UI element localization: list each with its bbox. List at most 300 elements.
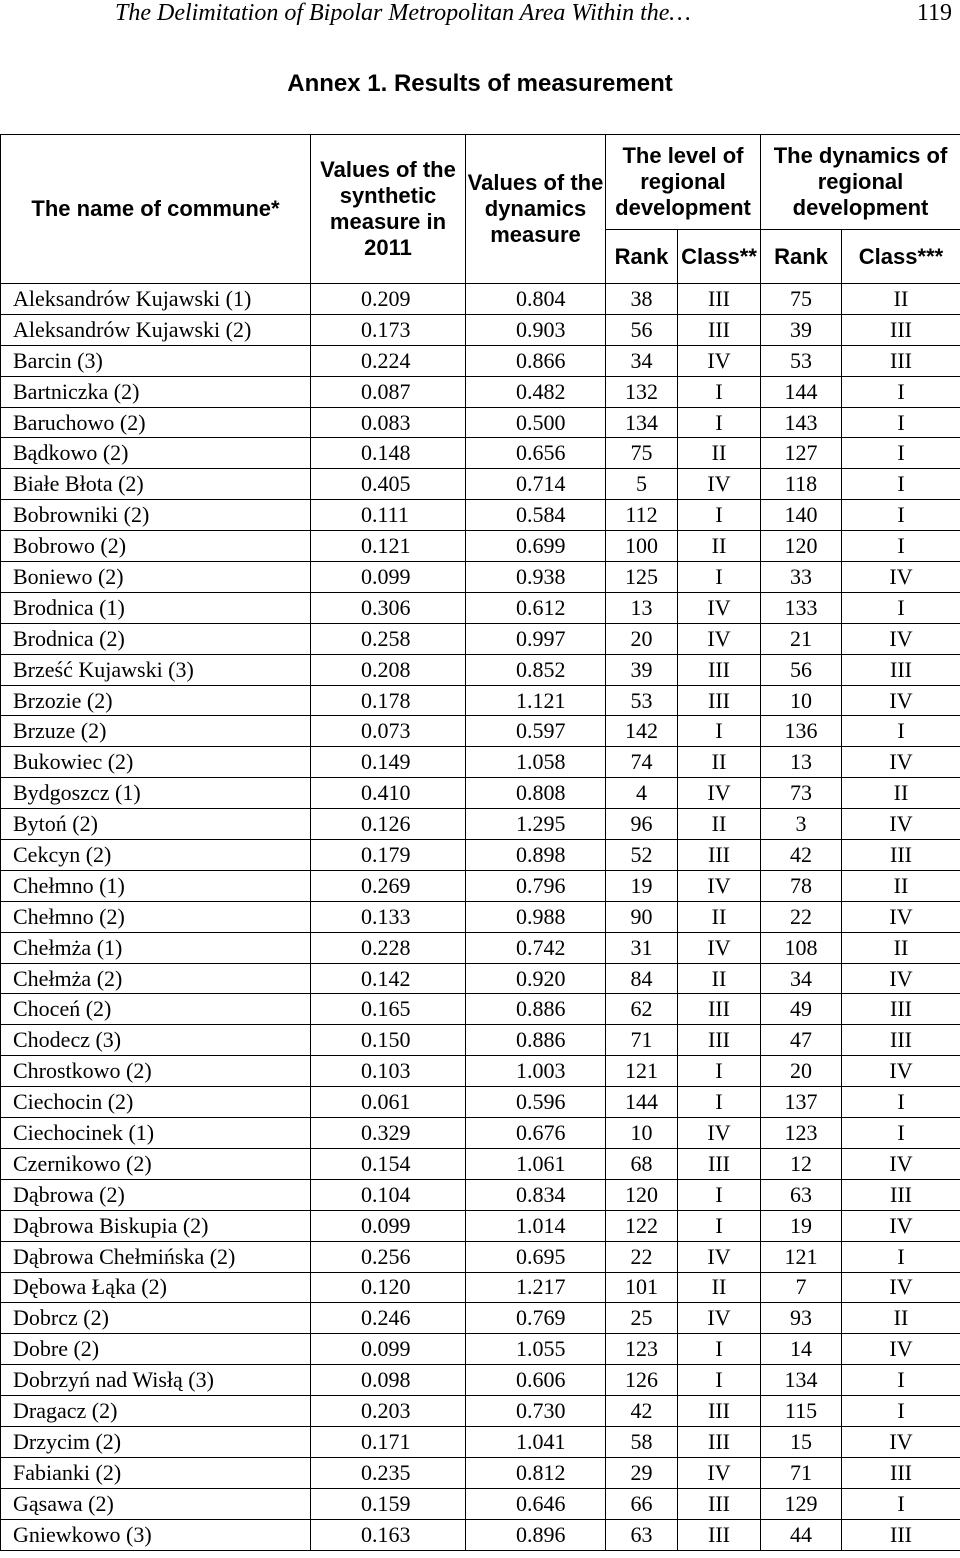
level-rank: 121 bbox=[606, 1056, 678, 1087]
synthetic-value: 0.269 bbox=[311, 870, 466, 901]
commune-name: Bobrowniki (2) bbox=[1, 500, 311, 531]
commune-name: Czernikowo (2) bbox=[1, 1148, 311, 1179]
synthetic-value: 0.235 bbox=[311, 1457, 466, 1488]
table-row bbox=[1, 500, 960, 531]
commune-name: Dobre (2) bbox=[1, 1334, 311, 1365]
level-rank: 75 bbox=[606, 438, 678, 469]
level-class: II bbox=[678, 531, 761, 562]
dynamics-value: 1.121 bbox=[466, 685, 606, 716]
level-class: III bbox=[678, 840, 761, 871]
dynamics-class: II bbox=[842, 778, 960, 809]
level-rank: 134 bbox=[606, 407, 678, 438]
level-class: I bbox=[678, 1087, 761, 1118]
level-class: IV bbox=[678, 778, 761, 809]
commune-name: Barcin (3) bbox=[1, 345, 311, 376]
level-rank: 90 bbox=[606, 901, 678, 932]
synthetic-value: 0.061 bbox=[311, 1087, 466, 1118]
dynamics-value: 1.217 bbox=[466, 1272, 606, 1303]
header-level-class: Class** bbox=[678, 230, 761, 284]
dynamics-rank: 93 bbox=[761, 1303, 842, 1334]
synthetic-value: 0.126 bbox=[311, 809, 466, 840]
synthetic-value: 0.165 bbox=[311, 994, 466, 1025]
dynamics-value: 1.058 bbox=[466, 747, 606, 778]
dynamics-value: 0.852 bbox=[466, 654, 606, 685]
dynamics-class: III bbox=[842, 314, 960, 345]
header-dynamics-group: The dynamics of regional development bbox=[761, 135, 960, 230]
header-synthetic-measure: Values of the synthetic measure in 2011 bbox=[311, 135, 466, 284]
dynamics-value: 1.003 bbox=[466, 1056, 606, 1087]
dynamics-class: I bbox=[842, 376, 960, 407]
dynamics-rank: 39 bbox=[761, 314, 842, 345]
synthetic-value: 0.228 bbox=[311, 932, 466, 963]
level-class: IV bbox=[678, 932, 761, 963]
dynamics-value: 0.898 bbox=[466, 840, 606, 871]
dynamics-class: II bbox=[842, 1303, 960, 1334]
dynamics-class: IV bbox=[842, 963, 960, 994]
commune-name: Dobrcz (2) bbox=[1, 1303, 311, 1334]
dynamics-rank: 20 bbox=[761, 1056, 842, 1087]
level-rank: 52 bbox=[606, 840, 678, 871]
dynamics-rank: 56 bbox=[761, 654, 842, 685]
table-row bbox=[1, 716, 960, 747]
synthetic-value: 0.149 bbox=[311, 747, 466, 778]
dynamics-class: I bbox=[842, 592, 960, 623]
dynamics-class: III bbox=[842, 345, 960, 376]
synthetic-value: 0.099 bbox=[311, 1334, 466, 1365]
dynamics-rank: 121 bbox=[761, 1241, 842, 1272]
level-class: IV bbox=[678, 1241, 761, 1272]
dynamics-value: 0.596 bbox=[466, 1087, 606, 1118]
level-rank: 56 bbox=[606, 314, 678, 345]
dynamics-value: 1.055 bbox=[466, 1334, 606, 1365]
table-row bbox=[1, 994, 960, 1025]
level-class: II bbox=[678, 963, 761, 994]
level-rank: 68 bbox=[606, 1148, 678, 1179]
synthetic-value: 0.246 bbox=[311, 1303, 466, 1334]
level-rank: 144 bbox=[606, 1087, 678, 1118]
synthetic-value: 0.258 bbox=[311, 623, 466, 654]
level-class: II bbox=[678, 438, 761, 469]
commune-name: Chełmża (2) bbox=[1, 963, 311, 994]
commune-name: Bytoń (2) bbox=[1, 809, 311, 840]
dynamics-class: III bbox=[842, 1025, 960, 1056]
table-header bbox=[1, 135, 960, 284]
dynamics-class: I bbox=[842, 1396, 960, 1427]
commune-name: Drzycim (2) bbox=[1, 1426, 311, 1457]
synthetic-value: 0.148 bbox=[311, 438, 466, 469]
synthetic-value: 0.306 bbox=[311, 592, 466, 623]
level-rank: 29 bbox=[606, 1457, 678, 1488]
commune-name: Bobrowo (2) bbox=[1, 531, 311, 562]
commune-name: Chełmża (1) bbox=[1, 932, 311, 963]
commune-name: Gniewkowo (3) bbox=[1, 1519, 311, 1550]
dynamics-class: IV bbox=[842, 685, 960, 716]
level-class: III bbox=[678, 1488, 761, 1519]
commune-name: Baruchowo (2) bbox=[1, 407, 311, 438]
commune-name: Dragacz (2) bbox=[1, 1396, 311, 1427]
dynamics-rank: 137 bbox=[761, 1087, 842, 1118]
synthetic-value: 0.103 bbox=[311, 1056, 466, 1087]
level-class: II bbox=[678, 901, 761, 932]
level-rank: 123 bbox=[606, 1334, 678, 1365]
dynamics-class: III bbox=[842, 654, 960, 685]
dynamics-value: 0.920 bbox=[466, 963, 606, 994]
running-head bbox=[0, 0, 960, 32]
table-row bbox=[1, 1426, 960, 1457]
dynamics-rank: 53 bbox=[761, 345, 842, 376]
dynamics-class: I bbox=[842, 407, 960, 438]
dynamics-rank: 144 bbox=[761, 376, 842, 407]
dynamics-class: III bbox=[842, 1519, 960, 1550]
commune-name: Ciechocinek (1) bbox=[1, 1118, 311, 1149]
dynamics-value: 1.295 bbox=[466, 809, 606, 840]
dynamics-value: 0.500 bbox=[466, 407, 606, 438]
synthetic-value: 0.150 bbox=[311, 1025, 466, 1056]
synthetic-value: 0.111 bbox=[311, 500, 466, 531]
table-row bbox=[1, 901, 960, 932]
header-dynamics-measure: Values of the dynamics measure bbox=[466, 135, 606, 284]
results-table bbox=[0, 134, 960, 1551]
dynamics-rank: 108 bbox=[761, 932, 842, 963]
dynamics-rank: 71 bbox=[761, 1457, 842, 1488]
synthetic-value: 0.121 bbox=[311, 531, 466, 562]
synthetic-value: 0.154 bbox=[311, 1148, 466, 1179]
table-row bbox=[1, 1118, 960, 1149]
dynamics-value: 0.903 bbox=[466, 314, 606, 345]
dynamics-class: I bbox=[842, 716, 960, 747]
level-rank: 19 bbox=[606, 870, 678, 901]
dynamics-rank: 34 bbox=[761, 963, 842, 994]
commune-name: Chełmno (1) bbox=[1, 870, 311, 901]
dynamics-rank: 22 bbox=[761, 901, 842, 932]
dynamics-value: 0.938 bbox=[466, 562, 606, 593]
synthetic-value: 0.329 bbox=[311, 1118, 466, 1149]
level-rank: 74 bbox=[606, 747, 678, 778]
dynamics-value: 1.041 bbox=[466, 1426, 606, 1457]
dynamics-rank: 12 bbox=[761, 1148, 842, 1179]
level-rank: 5 bbox=[606, 469, 678, 500]
dynamics-class: I bbox=[842, 1365, 960, 1396]
commune-name: Dąbrowa Chełmińska (2) bbox=[1, 1241, 311, 1272]
commune-name: Chrostkowo (2) bbox=[1, 1056, 311, 1087]
dynamics-rank: 7 bbox=[761, 1272, 842, 1303]
level-class: I bbox=[678, 1056, 761, 1087]
level-class: III bbox=[678, 314, 761, 345]
level-rank: 58 bbox=[606, 1426, 678, 1457]
dynamics-class: I bbox=[842, 438, 960, 469]
dynamics-class: IV bbox=[842, 747, 960, 778]
dynamics-value: 0.584 bbox=[466, 500, 606, 531]
table-row bbox=[1, 1519, 960, 1550]
dynamics-class: I bbox=[842, 500, 960, 531]
table-row bbox=[1, 1241, 960, 1272]
table-row bbox=[1, 1179, 960, 1210]
level-rank: 25 bbox=[606, 1303, 678, 1334]
table-row bbox=[1, 531, 960, 562]
dynamics-rank: 49 bbox=[761, 994, 842, 1025]
level-rank: 63 bbox=[606, 1519, 678, 1550]
commune-name: Bądkowo (2) bbox=[1, 438, 311, 469]
table-row bbox=[1, 1087, 960, 1118]
dynamics-class: III bbox=[842, 840, 960, 871]
synthetic-value: 0.256 bbox=[311, 1241, 466, 1272]
annex-title: Annex 1. Results of measurement bbox=[287, 70, 673, 97]
commune-name: Białe Błota (2) bbox=[1, 469, 311, 500]
level-rank: 22 bbox=[606, 1241, 678, 1272]
dynamics-value: 0.646 bbox=[466, 1488, 606, 1519]
dynamics-rank: 143 bbox=[761, 407, 842, 438]
dynamics-class: I bbox=[842, 1087, 960, 1118]
table-row bbox=[1, 654, 960, 685]
dynamics-class: I bbox=[842, 469, 960, 500]
level-rank: 122 bbox=[606, 1210, 678, 1241]
level-rank: 20 bbox=[606, 623, 678, 654]
commune-name: Ciechocin (2) bbox=[1, 1087, 311, 1118]
level-class: III bbox=[678, 1148, 761, 1179]
table-row bbox=[1, 778, 960, 809]
dynamics-rank: 13 bbox=[761, 747, 842, 778]
table-row bbox=[1, 407, 960, 438]
commune-name: Bydgoszcz (1) bbox=[1, 778, 311, 809]
dynamics-rank: 33 bbox=[761, 562, 842, 593]
table-row bbox=[1, 1272, 960, 1303]
synthetic-value: 0.208 bbox=[311, 654, 466, 685]
page-number: 119 bbox=[916, 0, 952, 26]
table-row bbox=[1, 747, 960, 778]
dynamics-class: IV bbox=[842, 562, 960, 593]
level-rank: 126 bbox=[606, 1365, 678, 1396]
table-row bbox=[1, 1303, 960, 1334]
dynamics-class: IV bbox=[842, 1148, 960, 1179]
level-class: IV bbox=[678, 469, 761, 500]
level-class: III bbox=[678, 685, 761, 716]
table-row bbox=[1, 284, 960, 315]
dynamics-value: 0.699 bbox=[466, 531, 606, 562]
dynamics-rank: 73 bbox=[761, 778, 842, 809]
level-class: I bbox=[678, 1179, 761, 1210]
dynamics-rank: 120 bbox=[761, 531, 842, 562]
dynamics-rank: 140 bbox=[761, 500, 842, 531]
level-class: III bbox=[678, 1025, 761, 1056]
level-class: II bbox=[678, 1272, 761, 1303]
commune-name: Dobrzyń nad Wisłą (3) bbox=[1, 1365, 311, 1396]
commune-name: Brodnica (1) bbox=[1, 592, 311, 623]
commune-name: Choceń (2) bbox=[1, 994, 311, 1025]
dynamics-value: 0.695 bbox=[466, 1241, 606, 1272]
level-class: I bbox=[678, 1365, 761, 1396]
level-rank: 96 bbox=[606, 809, 678, 840]
dynamics-class: IV bbox=[842, 1210, 960, 1241]
synthetic-value: 0.163 bbox=[311, 1519, 466, 1550]
synthetic-value: 0.087 bbox=[311, 376, 466, 407]
dynamics-rank: 3 bbox=[761, 809, 842, 840]
level-class: I bbox=[678, 376, 761, 407]
dynamics-value: 0.656 bbox=[466, 438, 606, 469]
dynamics-value: 0.896 bbox=[466, 1519, 606, 1550]
synthetic-value: 0.098 bbox=[311, 1365, 466, 1396]
level-rank: 13 bbox=[606, 592, 678, 623]
table-row bbox=[1, 623, 960, 654]
table-row bbox=[1, 1488, 960, 1519]
synthetic-value: 0.133 bbox=[311, 901, 466, 932]
header-commune: The name of commune* bbox=[1, 135, 311, 284]
dynamics-value: 0.886 bbox=[466, 994, 606, 1025]
commune-name: Fabianki (2) bbox=[1, 1457, 311, 1488]
commune-name: Dębowa Łąka (2) bbox=[1, 1272, 311, 1303]
level-rank: 62 bbox=[606, 994, 678, 1025]
dynamics-class: I bbox=[842, 531, 960, 562]
dynamics-value: 1.061 bbox=[466, 1148, 606, 1179]
commune-name: Cekcyn (2) bbox=[1, 840, 311, 871]
table-row bbox=[1, 376, 960, 407]
level-rank: 71 bbox=[606, 1025, 678, 1056]
table-row bbox=[1, 932, 960, 963]
dynamics-rank: 136 bbox=[761, 716, 842, 747]
table-row bbox=[1, 809, 960, 840]
dynamics-value: 0.997 bbox=[466, 623, 606, 654]
level-class: I bbox=[678, 500, 761, 531]
table-row bbox=[1, 1056, 960, 1087]
commune-name: Brodnica (2) bbox=[1, 623, 311, 654]
level-class: I bbox=[678, 562, 761, 593]
dynamics-value: 0.886 bbox=[466, 1025, 606, 1056]
level-class: IV bbox=[678, 345, 761, 376]
synthetic-value: 0.104 bbox=[311, 1179, 466, 1210]
table-row bbox=[1, 1457, 960, 1488]
level-rank: 120 bbox=[606, 1179, 678, 1210]
synthetic-value: 0.073 bbox=[311, 716, 466, 747]
table-row bbox=[1, 1148, 960, 1179]
level-class: III bbox=[678, 284, 761, 315]
dynamics-class: IV bbox=[842, 1334, 960, 1365]
dynamics-rank: 10 bbox=[761, 685, 842, 716]
dynamics-value: 0.612 bbox=[466, 592, 606, 623]
dynamics-class: IV bbox=[842, 901, 960, 932]
table-row bbox=[1, 1334, 960, 1365]
dynamics-rank: 14 bbox=[761, 1334, 842, 1365]
dynamics-rank: 42 bbox=[761, 840, 842, 871]
dynamics-value: 0.730 bbox=[466, 1396, 606, 1427]
dynamics-value: 0.482 bbox=[466, 376, 606, 407]
synthetic-value: 0.099 bbox=[311, 562, 466, 593]
level-class: IV bbox=[678, 1303, 761, 1334]
level-class: I bbox=[678, 407, 761, 438]
dynamics-rank: 115 bbox=[761, 1396, 842, 1427]
level-rank: 4 bbox=[606, 778, 678, 809]
level-rank: 39 bbox=[606, 654, 678, 685]
level-class: IV bbox=[678, 870, 761, 901]
level-rank: 34 bbox=[606, 345, 678, 376]
table-body bbox=[1, 284, 960, 1551]
level-class: III bbox=[678, 994, 761, 1025]
commune-name: Brzuze (2) bbox=[1, 716, 311, 747]
running-head-title: The Delimitation of Bipolar Metropolitan Area Within the… bbox=[115, 0, 691, 26]
level-class: III bbox=[678, 654, 761, 685]
level-rank: 84 bbox=[606, 963, 678, 994]
synthetic-value: 0.178 bbox=[311, 685, 466, 716]
dynamics-class: IV bbox=[842, 1056, 960, 1087]
level-rank: 142 bbox=[606, 716, 678, 747]
commune-name: Chodecz (3) bbox=[1, 1025, 311, 1056]
dynamics-rank: 123 bbox=[761, 1118, 842, 1149]
table-row bbox=[1, 314, 960, 345]
dynamics-class: III bbox=[842, 1179, 960, 1210]
table-row bbox=[1, 562, 960, 593]
commune-name: Chełmno (2) bbox=[1, 901, 311, 932]
synthetic-value: 0.405 bbox=[311, 469, 466, 500]
commune-name: Bartniczka (2) bbox=[1, 376, 311, 407]
commune-name: Bukowiec (2) bbox=[1, 747, 311, 778]
dynamics-value: 0.714 bbox=[466, 469, 606, 500]
dynamics-rank: 78 bbox=[761, 870, 842, 901]
synthetic-value: 0.173 bbox=[311, 314, 466, 345]
commune-name: Gąsawa (2) bbox=[1, 1488, 311, 1519]
table-row bbox=[1, 592, 960, 623]
level-class: III bbox=[678, 1396, 761, 1427]
synthetic-value: 0.410 bbox=[311, 778, 466, 809]
dynamics-rank: 75 bbox=[761, 284, 842, 315]
level-rank: 66 bbox=[606, 1488, 678, 1519]
dynamics-class: II bbox=[842, 932, 960, 963]
dynamics-class: I bbox=[842, 1118, 960, 1149]
dynamics-value: 0.676 bbox=[466, 1118, 606, 1149]
dynamics-rank: 134 bbox=[761, 1365, 842, 1396]
commune-name: Dąbrowa (2) bbox=[1, 1179, 311, 1210]
dynamics-rank: 129 bbox=[761, 1488, 842, 1519]
dynamics-value: 0.769 bbox=[466, 1303, 606, 1334]
level-class: IV bbox=[678, 592, 761, 623]
dynamics-class: I bbox=[842, 1241, 960, 1272]
dynamics-value: 0.597 bbox=[466, 716, 606, 747]
level-rank: 132 bbox=[606, 376, 678, 407]
level-rank: 38 bbox=[606, 284, 678, 315]
level-rank: 112 bbox=[606, 500, 678, 531]
dynamics-value: 0.742 bbox=[466, 932, 606, 963]
header-level-group: The level of regional development bbox=[606, 135, 761, 230]
synthetic-value: 0.209 bbox=[311, 284, 466, 315]
synthetic-value: 0.171 bbox=[311, 1426, 466, 1457]
level-class: II bbox=[678, 747, 761, 778]
synthetic-value: 0.203 bbox=[311, 1396, 466, 1427]
level-rank: 125 bbox=[606, 562, 678, 593]
table-row bbox=[1, 840, 960, 871]
dynamics-class: II bbox=[842, 870, 960, 901]
table-row bbox=[1, 1396, 960, 1427]
level-class: IV bbox=[678, 1118, 761, 1149]
dynamics-value: 0.812 bbox=[466, 1457, 606, 1488]
dynamics-class: III bbox=[842, 994, 960, 1025]
table-row bbox=[1, 870, 960, 901]
dynamics-value: 0.834 bbox=[466, 1179, 606, 1210]
dynamics-value: 0.808 bbox=[466, 778, 606, 809]
commune-name: Aleksandrów Kujawski (2) bbox=[1, 314, 311, 345]
level-rank: 101 bbox=[606, 1272, 678, 1303]
table-row bbox=[1, 963, 960, 994]
level-rank: 31 bbox=[606, 932, 678, 963]
dynamics-class: IV bbox=[842, 1426, 960, 1457]
commune-name: Aleksandrów Kujawski (1) bbox=[1, 284, 311, 315]
commune-name: Dąbrowa Biskupia (2) bbox=[1, 1210, 311, 1241]
dynamics-rank: 44 bbox=[761, 1519, 842, 1550]
dynamics-value: 0.606 bbox=[466, 1365, 606, 1396]
dynamics-rank: 47 bbox=[761, 1025, 842, 1056]
dynamics-class: I bbox=[842, 1488, 960, 1519]
dynamics-class: III bbox=[842, 1457, 960, 1488]
dynamics-rank: 118 bbox=[761, 469, 842, 500]
level-class: I bbox=[678, 716, 761, 747]
commune-name: Brześć Kujawski (3) bbox=[1, 654, 311, 685]
table-row bbox=[1, 685, 960, 716]
